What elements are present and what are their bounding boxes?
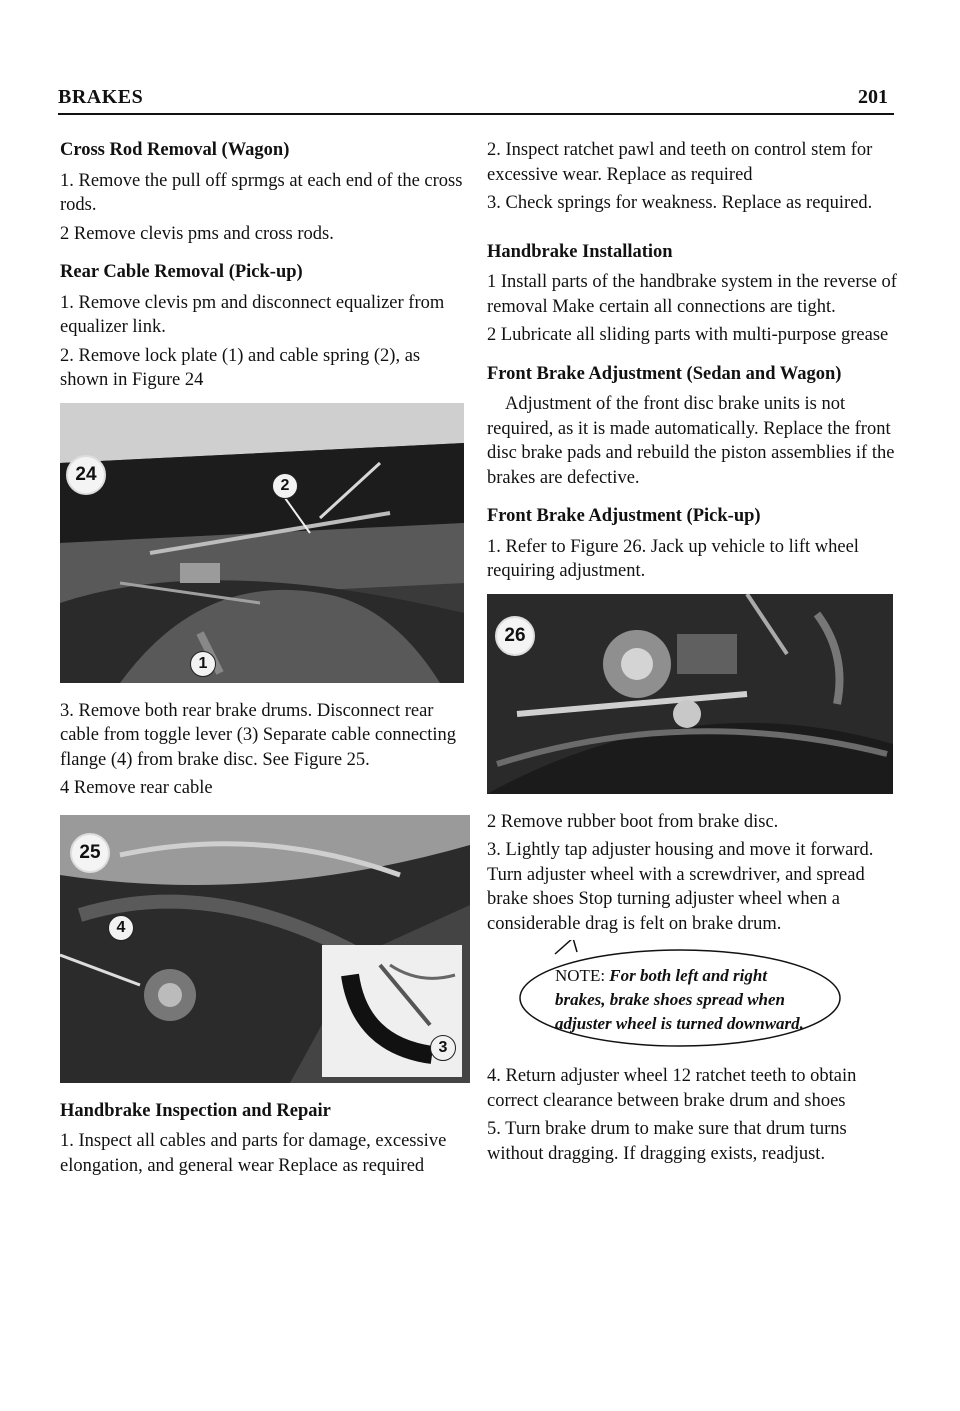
step: 2. Inspect ratchet pawl and teeth on control stem for excessive wear. Replace as required: [487, 140, 873, 185]
step: 1. Remove the pull off sprmgs at each end of the cross rods.: [60, 170, 463, 215]
step: 2 Remove rubber boot from brake disc.: [487, 811, 779, 832]
paragraph: Adjustment of the front disc brake units is not required, as it is made automatically. Replace the front disc brake pads and rebuild the piston assemblies if the brakes are defective.: [487, 394, 895, 488]
note-callout: [515, 940, 845, 1050]
step: 3. Check springs for weakness. Replace as required.: [487, 193, 873, 213]
figure-26-photo: [487, 594, 893, 794]
figure-24-badge: 24: [66, 455, 106, 495]
section-title: BRAKES: [58, 86, 144, 108]
heading-front-adjust-sedan: Front Brake Adjustment (Sedan and Wagon): [487, 363, 842, 384]
note-text: [555, 964, 815, 1036]
note-label: NOTE:: [555, 966, 606, 985]
step: 4. Return adjuster wheel 12 ratchet teeth to obtain correct clearance between brake drum and shoes: [487, 1066, 857, 1111]
left-column: [60, 138, 470, 1182]
callout-2: 2: [272, 473, 298, 499]
step: 3. Lightly tap adjuster housing and move it forward. Turn adjuster wheel with a screwdriver, and spread brake shoes Stop turning adjuster wheel when a considerable drag is felt on brake drum.: [487, 840, 874, 934]
step: 2 Lubricate all sliding parts with multi-purpose grease: [487, 325, 889, 345]
page-number: 201: [858, 86, 888, 108]
heading-handbrake-inspection: Handbrake Inspection and Repair: [60, 1100, 331, 1121]
heading-rear-cable: Rear Cable Removal (Pick-up): [60, 262, 303, 282]
heading-handbrake-installation: Handbrake Installation: [487, 241, 673, 262]
step: 2 Remove clevis pms and cross rods.: [60, 223, 334, 244]
step: 1 Install parts of the handbrake system in the reverse of removal Make certain all connections are tight.: [487, 272, 897, 317]
callout-3: 3: [430, 1035, 456, 1061]
header-divider: [58, 113, 894, 115]
figure-25-badge: 25: [70, 833, 110, 873]
step: 3. Remove both rear brake drums. Disconnect rear cable from toggle lever (3) Separate cable connecting flange (4) from brake disc. See Figure 25.: [60, 700, 457, 770]
step: 1. Remove clevis pm and disconnect equalizer from equalizer link.: [60, 292, 445, 337]
heading-front-adjust-pickup: Front Brake Adjustment (Pick-up): [487, 506, 761, 526]
callout-4: 4: [108, 915, 134, 941]
step: 4 Remove rear cable: [60, 778, 213, 798]
right-column: [487, 138, 899, 1170]
step: 2. Remove lock plate (1) and cable spring (2), as shown in Figure 24: [60, 345, 421, 390]
heading-cross-rod: Cross Rod Removal (Wagon): [60, 140, 290, 160]
figure-25-photo: [60, 815, 470, 1083]
step: 1. Refer to Figure 26. Jack up vehicle to lift wheel requiring adjustment.: [487, 536, 859, 581]
callout-1: 1: [190, 651, 216, 677]
figure-24-photo: [60, 403, 464, 683]
step: 5. Turn brake drum to make sure that drum turns without dragging. If dragging exists, readjust.: [487, 1119, 847, 1164]
step: 1. Inspect all cables and parts for damage, excessive elongation, and general wear Replace as required: [60, 1131, 447, 1176]
note-body: For both left and right brakes, brake shoes spread when adjuster wheel is turned downward.: [555, 966, 804, 1033]
figure-26-badge: 26: [495, 616, 535, 656]
